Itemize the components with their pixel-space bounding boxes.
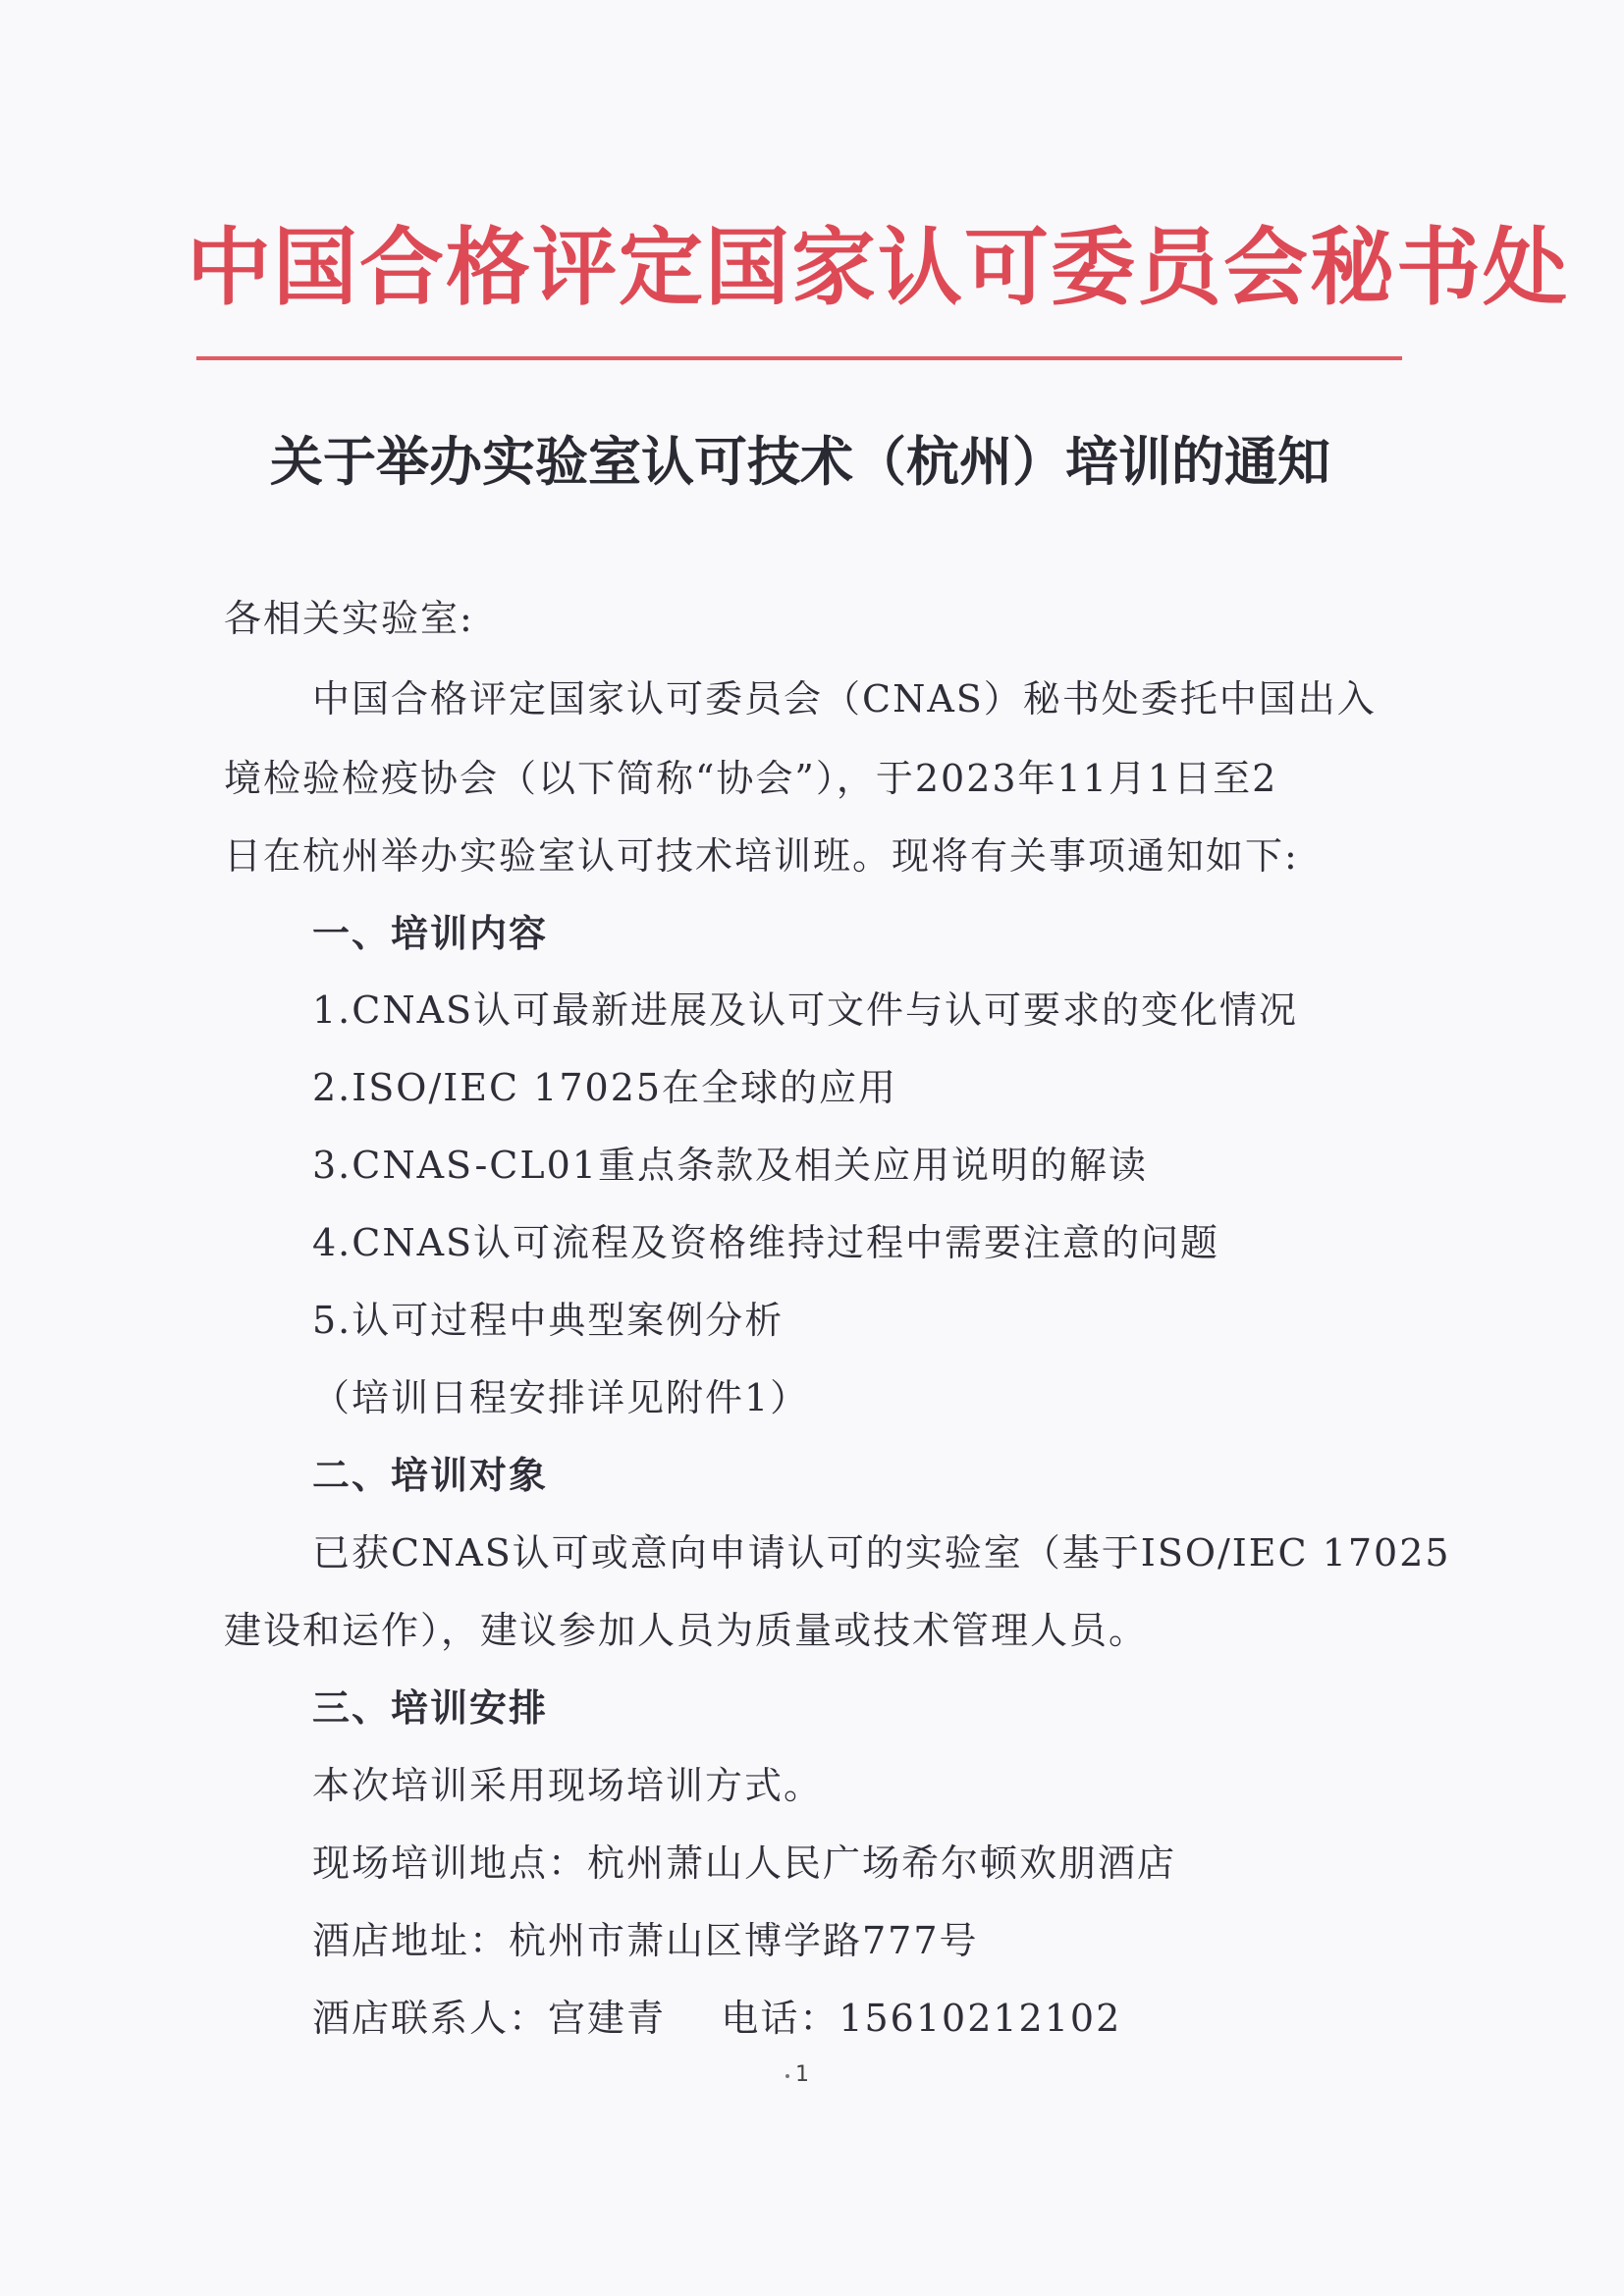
section-heading-audience: 二、培训对象 xyxy=(312,1454,549,1497)
training-venue: 现场培训地点：杭州萧山人民广场希尔顿欢朋酒店 xyxy=(312,1842,1177,1885)
document-title: 关于举办实验室认可技术（杭州）培训的通知 xyxy=(270,431,1330,493)
section-heading-arrangement: 三、培训安排 xyxy=(312,1686,549,1730)
content-item-4: 4.CNAS认可流程及资格维持过程中需要注意的问题 xyxy=(312,1221,1220,1264)
intro-line-3: 日在杭州举办实验室认可技术培训班。现将有关事项通知如下: xyxy=(224,834,1299,878)
content-item-5: 5.认可过程中典型案例分析 xyxy=(312,1299,785,1342)
page-number-mark xyxy=(785,2074,789,2078)
salutation: 各相关实验室: xyxy=(224,597,474,640)
hotel-address: 酒店地址：杭州市萧山区博学路777号 xyxy=(312,1919,979,1962)
intro-line-1: 中国合格评定国家认可委员会（CNAS）秘书处委托中国出入 xyxy=(312,677,1377,721)
schedule-note: （培训日程安排详见附件1） xyxy=(312,1376,810,1419)
content-item-3: 3.CNAS-CL01重点条款及相关应用说明的解读 xyxy=(312,1144,1148,1187)
letterhead-divider xyxy=(196,356,1402,360)
content-item-2: 2.ISO/IEC 17025在全球的应用 xyxy=(312,1066,898,1109)
page-number: 1 xyxy=(795,2062,809,2087)
training-mode: 本次培训采用现场培训方式。 xyxy=(312,1764,824,1807)
content-item-1: 1.CNAS认可最新进展及认可文件与认可要求的变化情况 xyxy=(312,988,1299,1032)
letterhead: 中国合格评定国家认可委员会秘书处 xyxy=(187,218,1569,317)
intro-line-2: 境检验检疫协会（以下简称“协会”），于2023年11月1日至2 xyxy=(224,757,1278,800)
audience-line-2: 建设和运作），建议参加人员为质量或技术管理人员。 xyxy=(224,1609,1149,1652)
section-heading-content: 一、培训内容 xyxy=(312,912,549,955)
hotel-contact: 酒店联系人：宫建青 电话：15610212102 xyxy=(312,1997,1122,2040)
audience-line-1: 已获CNAS认可或意向申请认可的实验室（基于ISO/IEC 17025 xyxy=(312,1531,1451,1575)
